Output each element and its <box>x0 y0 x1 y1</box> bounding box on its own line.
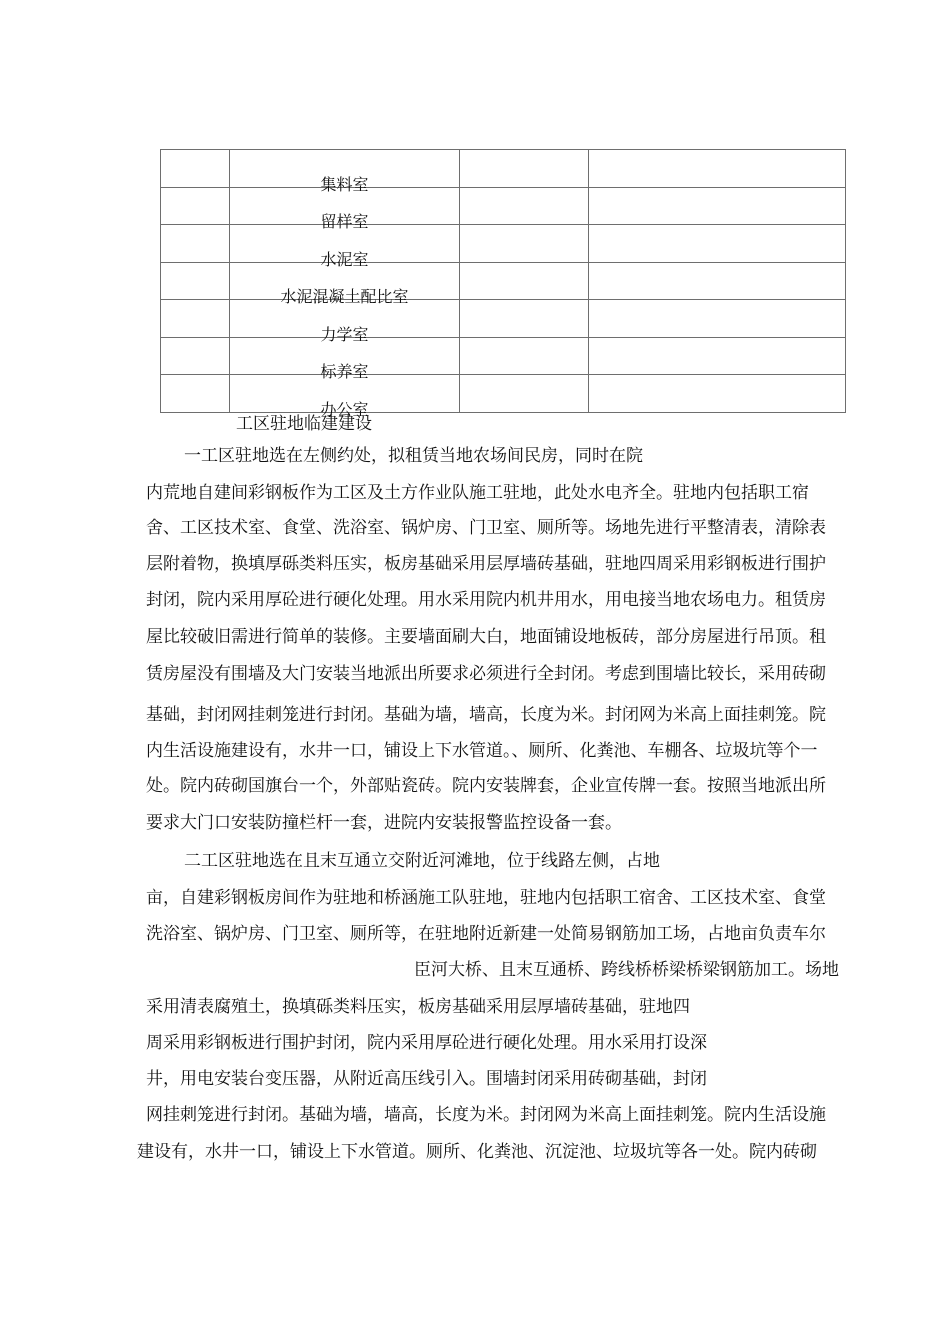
table-row <box>161 262 846 300</box>
room-name: 标养室 <box>320 362 369 381</box>
table-row <box>161 187 846 225</box>
section-heading: 工区驻地临建建设 <box>236 414 372 434</box>
table-row <box>161 150 846 188</box>
table-cell <box>161 225 230 263</box>
paragraph-line: 亩，自建彩钢板房间作为驻地和桥涵施工队驻地，驻地内包括职工宿舍、工区技术室、食堂 <box>146 888 826 908</box>
paragraph-line: 内荒地自建间彩钢板作为工区及土方作业队施工驻地，此处水电齐全。驻地内包括职工宿 <box>146 483 809 503</box>
paragraph-line: 内生活设施建设有，水井一口，铺设上下水管道。、厕所、化粪池、车棚各、垃圾坑等个一 <box>146 741 818 761</box>
paragraph-line: 洗浴室、锅炉房、门卫室、厕所等，在驻地附近新建一处简易钢筋加工场，占地亩负责车尔 <box>146 924 826 944</box>
table-cell <box>161 187 230 225</box>
table-cell <box>460 150 589 188</box>
paragraph-line: 封闭，院内采用厚砼进行硬化处理。用水采用院内机井用水，用电接当地农场电力。租赁房 <box>146 590 826 610</box>
table-cell <box>589 375 846 413</box>
table-row <box>161 300 846 338</box>
room-name: 力学室 <box>320 324 369 344</box>
table-cell <box>460 300 589 338</box>
paragraph-line: 要求大门口安装防撞栏杆一套，进院内安装报警监控设备一套。 <box>146 813 622 833</box>
table-cell <box>161 300 230 338</box>
paragraph-line: 层附着物，换填厚砾类料压实，板房基础采用层厚墙砖基础，驻地四周采用彩钢板进行围护 <box>146 554 826 574</box>
paragraph-line: 舍、工区技术室、食堂、洗浴室、锅炉房、门卫室、厕所等。场地先进行平整清表，清除表 <box>146 518 826 538</box>
table-cell <box>460 225 589 263</box>
table-cell <box>589 300 846 338</box>
paragraph-line: 二工区驻地选在且末互通立交附近河滩地，位于线路左侧，占地 <box>184 851 660 871</box>
table-cell <box>460 187 589 225</box>
paragraph-line: 周采用彩钢板进行围护封闭，院内采用厚砼进行硬化处理。用水采用打设深 <box>146 1033 707 1053</box>
table-row <box>161 375 846 413</box>
table-cell <box>589 150 846 188</box>
room-name: 水泥室 <box>320 249 369 269</box>
table-cell <box>589 187 846 225</box>
paragraph-line: 处。院内砖砌国旗台一个，外部贴瓷砖。院内安装牌套，企业宣传牌一套。按照当地派出所 <box>146 776 826 796</box>
table-row <box>161 225 846 263</box>
paragraph-line: 建设有，水井一口，铺设上下水管道。厕所、化粪池、沉淀池、垃圾坑等各一处。院内砖砌 <box>137 1142 817 1162</box>
table-cell <box>460 375 589 413</box>
paragraph-line: 采用清表腐殖土，换填砾类料压实，板房基础采用层厚墙砖基础，驻地四 <box>146 997 690 1017</box>
table-cell <box>589 337 846 375</box>
table-cell <box>460 262 589 300</box>
room-name: 水泥混凝土配比室 <box>280 287 409 306</box>
table-cell <box>161 150 230 188</box>
paragraph-line: 网挂刺笼进行封闭。基础为墙，墙高，长度为米。封闭网为米高上面挂刺笼。院内生活设施 <box>146 1105 826 1125</box>
table-cell <box>589 225 846 263</box>
room-name: 办公室 <box>320 399 369 419</box>
room-name: 集料室 <box>320 174 369 194</box>
lab-room-table <box>160 149 846 419</box>
table-cell <box>460 337 589 375</box>
paragraph-line: 赁房屋没有围墙及大门安装当地派出所要求必须进行全封闭。考虑到围墙比较长，采用砖砌 <box>146 664 826 684</box>
paragraph-line: 屋比较破旧需进行简单的装修。主要墙面刷大白，地面铺设地板砖，部分房屋进行吊顶。租 <box>146 627 826 647</box>
paragraph-line: 一工区驻地选在左侧约处，拟租赁当地农场间民房，同时在院 <box>184 446 643 466</box>
table-cell <box>589 262 846 300</box>
table-row <box>161 337 846 375</box>
table-cell <box>161 337 230 375</box>
paragraph-line: 臣河大桥、且末互通桥、跨线桥桥梁桥梁钢筋加工。场地 <box>414 960 839 980</box>
room-name: 留样室 <box>320 212 369 231</box>
table-cell <box>161 262 230 300</box>
table-cell <box>161 375 230 413</box>
paragraph-line: 井，用电安装台变压器，从附近高压线引入。围墙封闭采用砖砌基础，封闭 <box>146 1069 707 1089</box>
paragraph-line: 基础，封闭网挂刺笼进行封闭。基础为墙，墙高，长度为米。封闭网为米高上面挂刺笼。院 <box>146 705 826 725</box>
room-name-cell <box>230 150 460 194</box>
